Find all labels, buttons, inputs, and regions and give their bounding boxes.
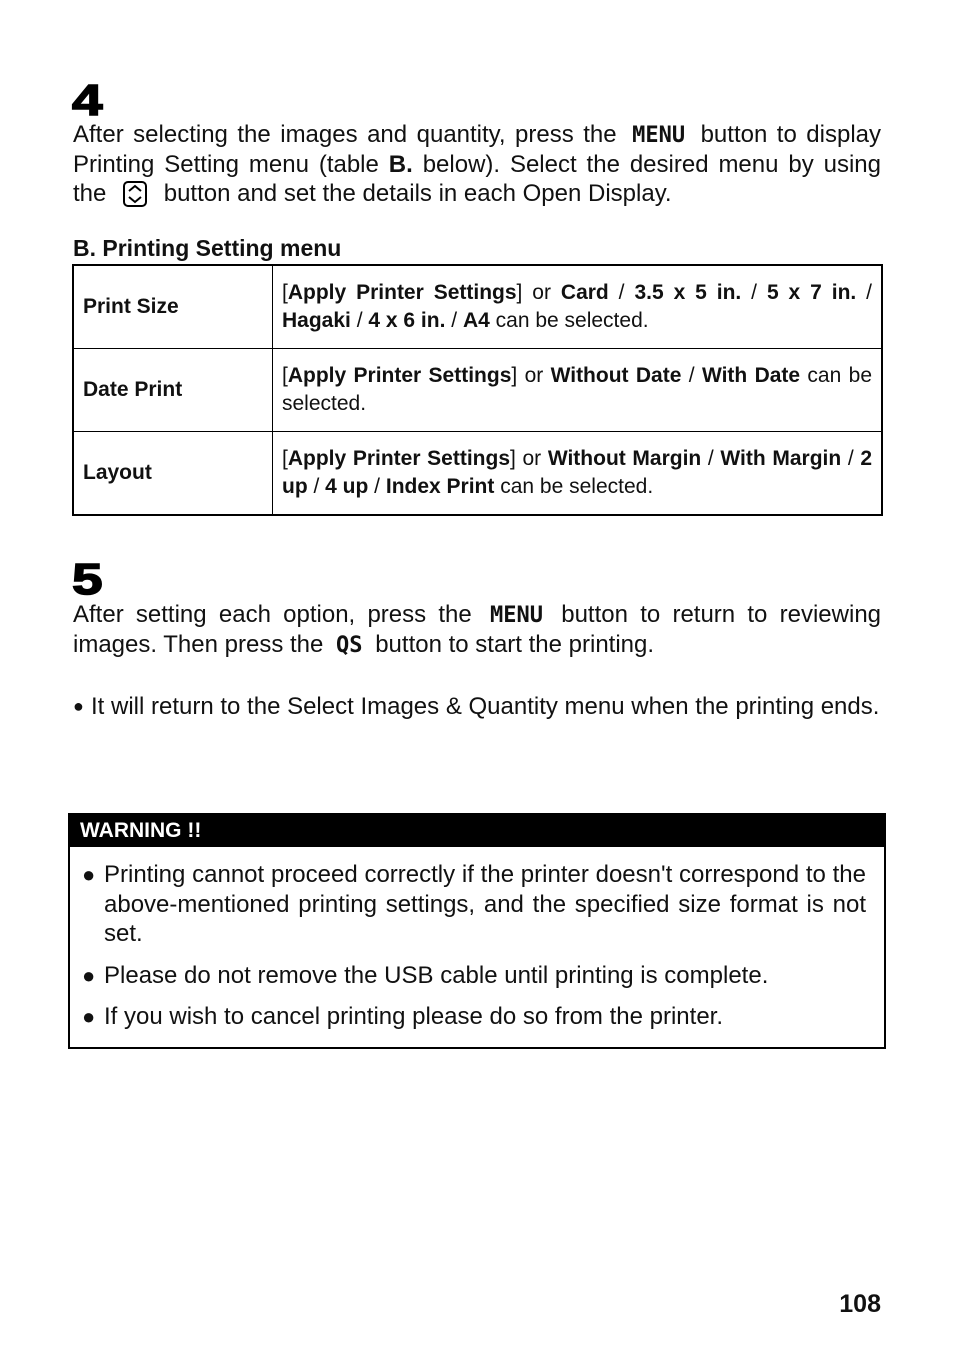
bullet-icon: ● [73,696,84,716]
option-name: With Margin [720,447,842,470]
step4-text-2: button to display Printing Setting menu (table [73,121,882,178]
description-text: / [856,281,873,304]
table-title: B. Printing Setting menu [73,235,342,261]
description-text: can be selected. [282,364,872,415]
step5-note-text: It will return to the Select Images & Quantity menu when the printing ends. [91,693,880,720]
option-name: 4 up [325,475,369,498]
step-number-5: 5 [72,555,103,604]
up-down-arrows-icon [123,181,147,207]
step5-text-1: After setting each option, press the [73,601,472,628]
warning-item-text: If you wish to cancel printing please do so from the printer. [104,1003,723,1030]
setting-label: Print Size [73,265,273,349]
setting-label: Date Print [73,349,273,432]
warning-item-text: Printing cannot proceed correctly if the printer doesn't correspond to the above-mentioned printing settings, and the specified size format is not set. [104,861,866,947]
option-name: 3.5 x 5 in. [634,281,742,304]
description-text: / [681,364,702,387]
table-row [73,432,882,516]
option-name: Without Margin [547,447,702,470]
step-number-4: 4 [72,76,103,125]
qs-button-label: QS [336,633,363,658]
step5-note [73,692,881,721]
menu-button-label: MENU [490,603,543,628]
option-name: 5 x 7 in. [766,281,857,304]
description-text: / [841,447,861,470]
option-name: Apply Printer Settings [287,447,511,470]
description-text: / [445,309,463,332]
warning-box [68,813,886,1049]
description-text: ] or [510,447,548,470]
bullet-icon: ● [82,862,96,887]
table-row [73,265,882,349]
option-name: Hagaki [282,309,351,332]
option-name: Index Print [385,475,495,498]
option-name: A4 [462,309,490,332]
setting-description [273,349,883,432]
description-text: ] or [516,281,561,304]
step5-instruction [73,600,881,660]
description-text: [ [282,447,288,470]
setting-description [273,265,883,349]
option-name: Card [560,281,609,304]
setting-label: Layout [73,432,273,516]
description-text: / [741,281,767,304]
description-text: [ [282,281,288,304]
option-name: 4 x 6 in. [368,309,446,332]
step4-text-1: After selecting the images and quantity, press the [73,121,617,148]
description-text: ] or [511,364,551,387]
description-text: [ [282,364,288,387]
description-text: can be selected. [489,309,649,332]
bullet-icon: ● [82,962,96,988]
step5-text-2: button to return to reviewing images. Then press the [73,601,882,658]
description-text: can be selected. [494,475,654,498]
warning-item-text: Please do not remove the USB cable until printing is complete. [104,961,769,989]
menu-button-label: MENU [632,123,686,148]
warning-item [82,961,866,991]
step4-instruction [73,120,881,208]
warning-title: WARNING !! [70,815,884,847]
description-text: / [368,475,386,498]
bullet-icon: ● [82,1004,96,1029]
warning-item [82,860,866,949]
description-text: / [608,281,635,304]
option-name: Apply Printer Settings [287,364,512,387]
step4-text-3: below). Select the desired menu by using the [73,151,881,207]
page-number: 108 [839,1290,881,1318]
printing-settings-table [72,264,883,516]
option-name: With Date [701,364,801,387]
option-name: 2 up [282,447,873,498]
warning-item [82,1002,866,1032]
option-name: Without Date [550,364,682,387]
setting-description [273,432,883,516]
description-text: / [307,475,326,498]
description-text: / [350,309,369,332]
step5-text-3: button to start the printing. [375,631,655,658]
step4-text-4: button and set the details in each Open Display. [163,180,672,207]
table-reference: B. [388,151,413,178]
warning-list [70,847,884,1032]
table-row [73,349,882,432]
option-name: Apply Printer Settings [287,281,517,304]
description-text: / [701,447,721,470]
